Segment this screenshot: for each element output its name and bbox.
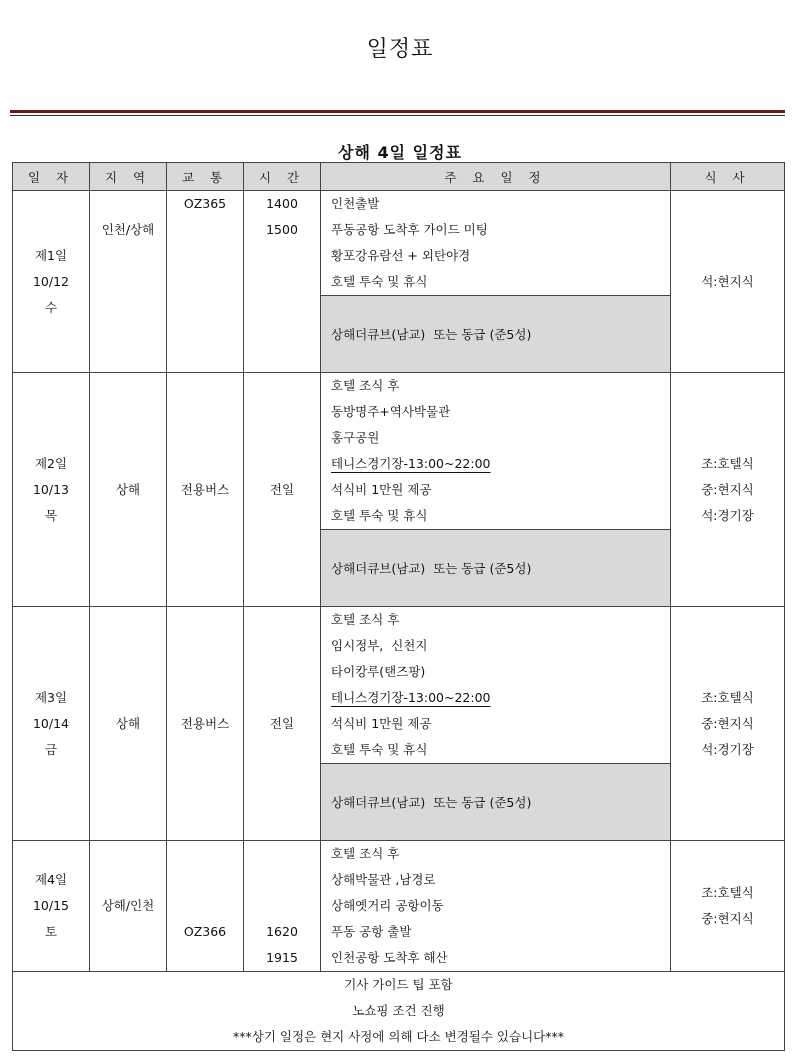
schedule-table: [12, 162, 785, 1051]
schedule-title: 상해 4일 일정표: [337, 143, 462, 162]
header-rule-thin: [10, 115, 785, 116]
day4-time-cell: [244, 841, 321, 972]
day4-meal-1: 중:현지식: [701, 911, 754, 926]
day2-time-cell: [244, 373, 321, 607]
day4-time-1: 1915: [266, 950, 298, 965]
table-row-day2: [13, 373, 785, 607]
day3-item-1: 임시정부, 신천지: [331, 638, 428, 653]
day2-hotel: 상해더큐브(남교) 또는 동급 (준5성): [331, 561, 532, 576]
day2-item-3: 테니스경기장-13:00~22:00: [331, 456, 491, 471]
day4-meal-0: 조:호텔식: [701, 885, 754, 900]
day3-item-0: 호텔 조식 후: [331, 612, 400, 627]
schedule-table-frame: [12, 162, 784, 1046]
day3-item-2: 타이캉루(탠즈팡): [331, 664, 426, 679]
day2-item-2: 홍구공원: [331, 430, 380, 445]
day4-itinerary-cell: [321, 841, 671, 972]
table-header-row: [13, 163, 785, 191]
day4-transport-cell: [167, 841, 244, 972]
day4-item-4: 인천공항 도착후 해산: [331, 950, 448, 965]
day2-meal-0: 조:호텔식: [701, 455, 754, 471]
header-itinerary: 주 요 일 정: [321, 163, 671, 191]
header-rule-thick: [10, 110, 785, 113]
footer-note-change: ***상기 일정은 현지 사정에 의해 다소 변경될수 있습니다***: [233, 1029, 564, 1044]
day3-day-cell: [13, 607, 90, 841]
day4-region: 상해/인천: [101, 898, 155, 913]
day2-meal-1: 중:현지식: [701, 481, 754, 497]
day2-time-0: 전일: [269, 481, 295, 497]
day2-itinerary-cell: [321, 373, 671, 607]
day3-meal-1: 중:현지식: [701, 715, 754, 731]
header-transport: 교 통: [167, 163, 244, 191]
day4-transport: OZ366: [183, 924, 227, 939]
day3-weekday: 금: [44, 741, 58, 757]
day4-day-cell: [13, 841, 90, 972]
day3-transport-cell: [167, 607, 244, 841]
day1-hotel-box: [321, 295, 670, 372]
day2-transport-cell: [167, 373, 244, 607]
day2-hotel-box: [321, 529, 670, 606]
day1-time-1: 1500: [266, 222, 298, 237]
day3-meal-0: 조:호텔식: [701, 689, 754, 705]
day3-date: 10/14: [32, 715, 70, 731]
day2-item-0: 호텔 조식 후: [331, 378, 400, 393]
table-row-day4: [13, 841, 785, 972]
day4-item-3: 푸동 공항 출발: [331, 924, 412, 939]
day1-time-0: 1400: [266, 196, 298, 211]
day4-item-2: 상해옛거리 공항이동: [331, 898, 444, 913]
day4-weekday: 토: [44, 924, 58, 939]
day2-item-4: 석식비 1만원 제공: [331, 482, 432, 497]
table-row-day3: [13, 607, 785, 841]
day4-label: 제4일: [34, 872, 68, 887]
footer-notes-cell: [13, 972, 785, 1051]
day2-weekday: 목: [44, 507, 58, 523]
day1-date: 10/12: [32, 274, 70, 289]
day2-region: 상해: [115, 481, 141, 497]
footer-note-noshopping: 노쇼핑 조건 진행: [352, 1003, 445, 1018]
day4-time-0: 1620: [266, 924, 298, 939]
day2-item-1: 동방명주+역사박물관: [331, 404, 451, 419]
day4-item-0: 호텔 조식 후: [331, 846, 400, 861]
day3-transport: 전용버스: [180, 715, 230, 731]
day2-date: 10/13: [32, 481, 70, 497]
day1-meal-0: 석:현지식: [701, 273, 754, 289]
day1-region: 인천/상해: [101, 222, 155, 237]
day4-item-1: 상해박물관 ,남경로: [331, 872, 436, 887]
header-day: 일 자: [13, 163, 90, 191]
table-row-day1: [13, 191, 785, 373]
day2-region-cell: [90, 373, 167, 607]
day2-meals-cell: [671, 373, 785, 607]
day3-item-5: 호텔 투숙 및 휴식: [331, 742, 428, 757]
day2-transport: 전용버스: [180, 481, 230, 497]
day4-region-cell: [90, 841, 167, 972]
day1-region-cell: [90, 191, 167, 373]
day2-label: 제2일: [34, 455, 68, 471]
day3-region-cell: [90, 607, 167, 841]
day3-region: 상해: [115, 715, 141, 731]
document-title: 일정표: [366, 37, 434, 62]
day3-hotel-box: [321, 763, 670, 840]
day3-item-3: 테니스경기장-13:00~22:00: [331, 690, 491, 705]
day4-date: 10/15: [32, 898, 70, 913]
day2-item-5: 호텔 투숙 및 휴식: [331, 508, 428, 523]
day1-item-3: 호텔 투숙 및 휴식: [331, 274, 428, 289]
day1-weekday: 수: [44, 300, 58, 315]
header-region: 지 역: [90, 163, 167, 191]
header-time: 시 간: [244, 163, 321, 191]
day2-meal-2: 석:경기장: [701, 507, 754, 523]
day1-time-cell: [244, 191, 321, 373]
day1-item-0: 인천출발: [331, 196, 380, 211]
day1-transport-cell: [167, 191, 244, 373]
day1-hotel: 상해더큐브(남교) 또는 동급 (준5성): [331, 327, 532, 342]
day1-item-1: 푸동공항 도착후 가이드 미팅: [331, 222, 488, 237]
day4-meals-cell: [671, 841, 785, 972]
day2-day-cell: [13, 373, 90, 607]
table-footer-row: [13, 972, 785, 1051]
day3-time-0: 전일: [269, 715, 295, 731]
day3-label: 제3일: [34, 689, 68, 705]
header-meals: 식 사: [671, 163, 785, 191]
footer-note-tip: 기사 가이드 팁 포함: [344, 977, 453, 992]
day1-day-cell: [13, 191, 90, 373]
day3-itinerary-cell: [321, 607, 671, 841]
day1-item-2: 황포강유람선 + 외탄야경: [331, 248, 471, 263]
day1-label: 제1일: [34, 248, 68, 263]
day3-hotel: 상해더큐브(남교) 또는 동급 (준5성): [331, 795, 532, 810]
day3-time-cell: [244, 607, 321, 841]
day3-meals-cell: [671, 607, 785, 841]
day1-meals-cell: [671, 191, 785, 373]
day3-item-4: 석식비 1만원 제공: [331, 716, 432, 731]
day1-transport: OZ365: [183, 196, 227, 211]
day1-itinerary-cell: [321, 191, 671, 373]
day3-meal-2: 석:경기장: [701, 741, 754, 757]
